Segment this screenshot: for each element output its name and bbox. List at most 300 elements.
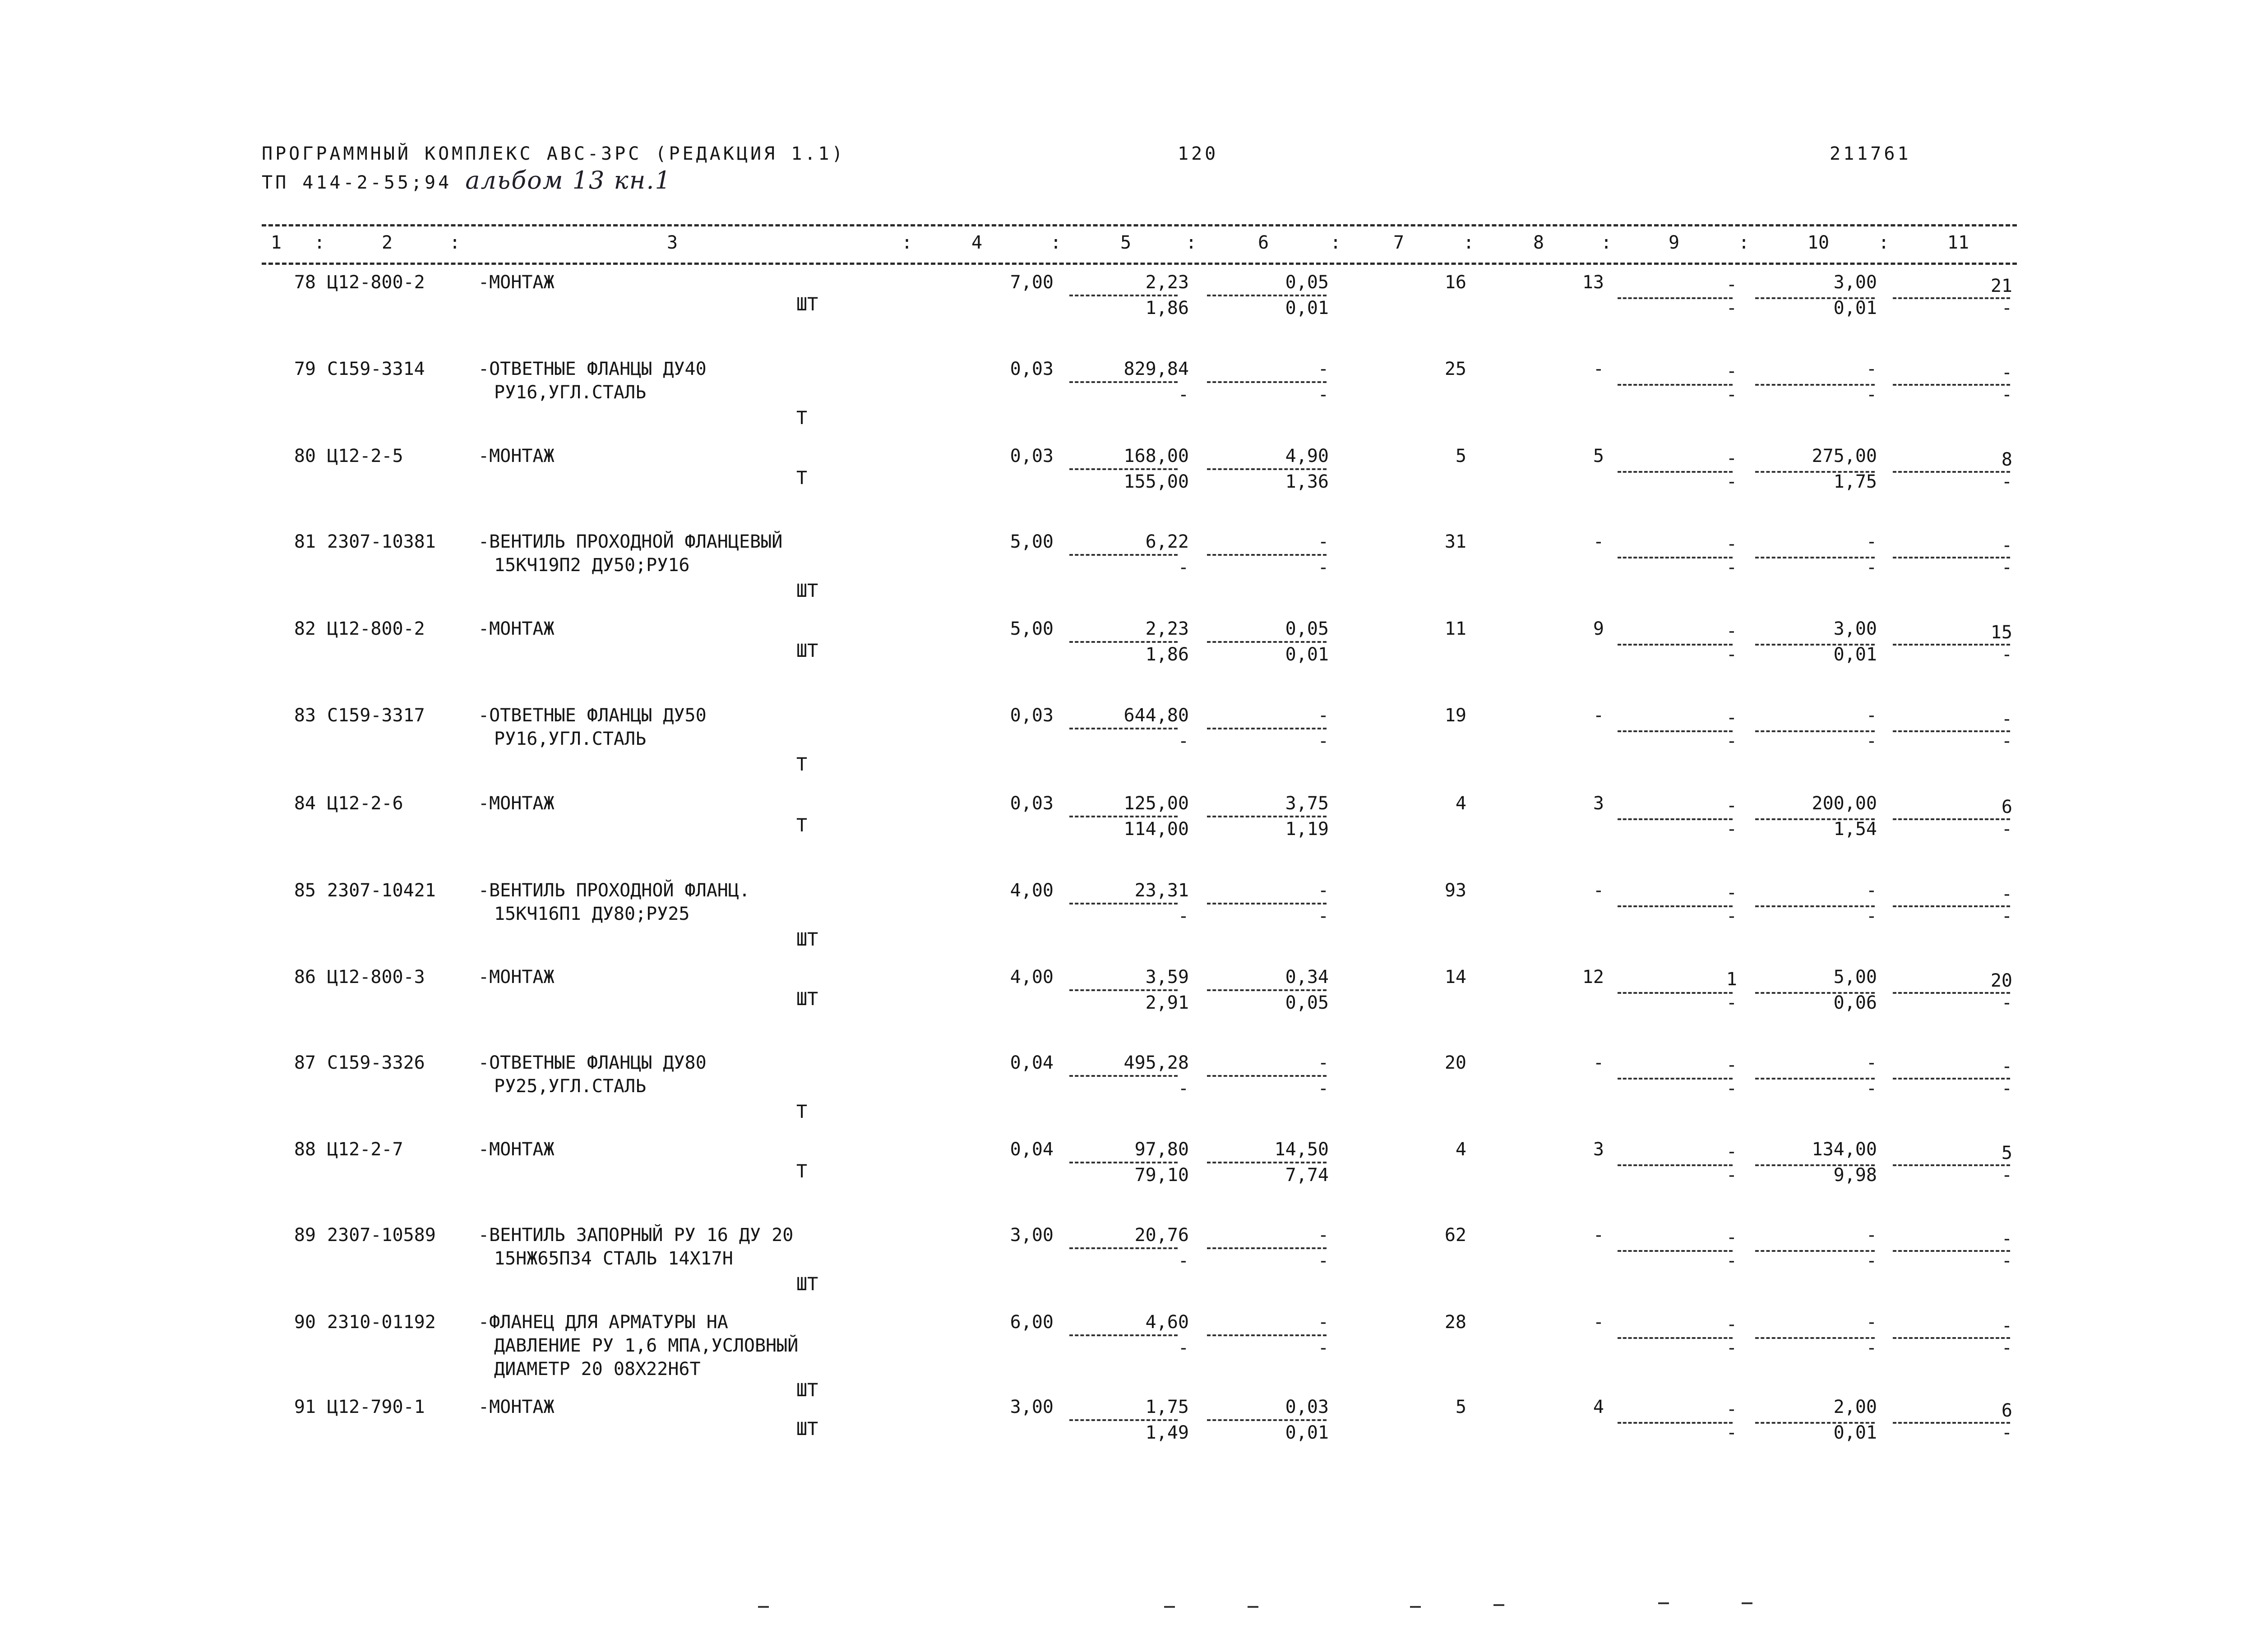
column-11-sub-value: - [2001, 1165, 2012, 1186]
column-8-value: - [1593, 359, 1604, 379]
fraction-line [1069, 554, 1178, 556]
fraction-line [1618, 992, 1733, 994]
column-11-sub-value: - [2001, 1078, 2012, 1099]
unit-cost-wage-value: 1,86 [1145, 644, 1189, 665]
description-line: -МОНТАЖ [478, 618, 555, 639]
unit-cost-wage-value: - [1178, 557, 1189, 578]
document-number: 211761 [1830, 143, 1911, 164]
fraction-line [1069, 1247, 1178, 1249]
machine-wage-value: 1,19 [1285, 819, 1329, 840]
machine-wage-value: - [1318, 1251, 1329, 1272]
top-rule [262, 224, 2017, 226]
unit-cost-value: 20,76 [1134, 1225, 1189, 1246]
fraction-line [1069, 1162, 1178, 1163]
description-line: -ФЛАНЕЦ ДЛЯ АРМАТУРЫ НА [478, 1312, 728, 1333]
quantity-value: 6,00 [1010, 1312, 1054, 1333]
description-line: -МОНТАЖ [478, 793, 555, 814]
unit-of-measure: Т [796, 468, 808, 489]
program-title: ПРОГРАММНЫЙ КОМПЛЕКС АВС-3РС (РЕДАКЦИЯ 1.1) [262, 143, 846, 164]
row-number: 85 [294, 880, 316, 901]
column-7-value: 19 [1444, 705, 1466, 726]
column-11-value: 20 [1990, 970, 2012, 991]
description-line: -ВЕНТИЛЬ ПРОХОДНОЙ ФЛАНЦ. [478, 880, 750, 901]
column-9-sub-value: - [1726, 1422, 1737, 1444]
quantity-value: 0,03 [1010, 446, 1054, 466]
fraction-line [1893, 818, 2010, 820]
column-9-sub-value: - [1726, 1078, 1737, 1099]
unit-of-measure: ШТ [796, 1380, 818, 1401]
description-line: -ОТВЕТНЫЕ ФЛАНЦЫ ДУ50 [478, 705, 707, 726]
fraction-line [1618, 557, 1733, 558]
column-separator: : [1738, 232, 1750, 253]
fraction-line [1069, 381, 1178, 383]
description-line: -МОНТАЖ [478, 446, 555, 466]
machine-wage-value: - [1318, 1338, 1329, 1359]
unit-cost-value: 495,28 [1123, 1052, 1189, 1073]
unit-cost-value: 3,59 [1145, 967, 1189, 988]
machine-wage-value: - [1318, 731, 1329, 752]
fraction-line [1893, 1337, 2010, 1339]
fraction-line [1755, 1250, 1875, 1252]
column-11-value: - [2001, 535, 2012, 556]
machine-wage-value: 7,74 [1285, 1165, 1329, 1186]
unit-of-measure: Т [796, 1161, 808, 1182]
fraction-line [1207, 554, 1327, 556]
column-10-sub-value: 1,54 [1833, 819, 1877, 840]
column-11-sub-value: - [2001, 992, 2012, 1014]
fraction-line [1069, 1419, 1178, 1421]
column-10-sub-value: 1,75 [1833, 471, 1877, 493]
rate-code: Ц12-800-2 [327, 618, 425, 639]
rate-code: Ц12-2-7 [327, 1139, 403, 1160]
unit-cost-value: 23,31 [1134, 880, 1189, 901]
unit-cost-value: 125,00 [1123, 793, 1189, 814]
column-10-value: - [1866, 1052, 1877, 1073]
unit-cost-wage-value: 79,10 [1134, 1165, 1189, 1186]
machine-cost-value: 0,05 [1285, 618, 1329, 639]
scan-mark [758, 1606, 769, 1608]
unit-cost-wage-value: - [1178, 1078, 1189, 1099]
column-10-sub-value: 9,98 [1833, 1165, 1877, 1186]
machine-cost-value: - [1318, 1225, 1329, 1246]
machine-cost-value: 4,90 [1285, 446, 1329, 466]
unit-of-measure: Т [796, 754, 808, 775]
unit-cost-wage-value: - [1178, 1251, 1189, 1272]
fraction-line [1207, 1162, 1327, 1163]
fraction-line [1207, 728, 1327, 729]
fraction-line [1893, 1078, 2010, 1080]
column-10-sub-value: - [1866, 1338, 1877, 1359]
column-9-value: - [1726, 707, 1737, 729]
column-separator: : [1878, 232, 1890, 253]
rate-code: 2307-10421 [327, 880, 436, 901]
column-separator: : [449, 232, 461, 253]
column-10-value: - [1866, 1312, 1877, 1333]
machine-wage-value: 0,01 [1285, 644, 1329, 665]
machine-cost-value: 3,75 [1285, 793, 1329, 814]
column-10-value: - [1866, 359, 1877, 379]
column-header: 9 [1668, 232, 1680, 253]
fraction-line [1755, 905, 1875, 907]
unit-cost-value: 829,84 [1123, 359, 1189, 379]
fraction-line [1618, 905, 1733, 907]
fraction-line [1755, 1078, 1875, 1080]
unit-cost-value: 1,75 [1145, 1397, 1189, 1417]
column-8-value: 12 [1582, 967, 1604, 988]
column-9-value: - [1726, 795, 1737, 817]
fraction-line [1893, 1250, 2010, 1252]
unit-cost-value: 2,23 [1145, 272, 1189, 293]
column-9-sub-value: - [1726, 557, 1737, 578]
fraction-line [1069, 903, 1178, 904]
description-line: ДИАМЕТР 20 08Х22Н6Т [494, 1359, 701, 1380]
rate-code: 2310-01192 [327, 1312, 436, 1333]
scan-mark [1164, 1606, 1175, 1608]
fraction-line [1207, 468, 1327, 470]
column-10-value: 134,00 [1812, 1139, 1877, 1160]
description-line: ДАВЛЕНИЕ РУ 1,6 МПА,УСЛОВНЫЙ [494, 1335, 799, 1356]
column-header: 7 [1393, 232, 1405, 253]
fraction-line [1755, 1337, 1875, 1339]
rate-code: С159-3314 [327, 359, 425, 379]
column-11-value: - [2001, 1228, 2012, 1249]
fraction-line [1755, 1422, 1875, 1424]
row-number: 91 [294, 1397, 316, 1417]
machine-cost-value: - [1318, 1052, 1329, 1073]
machine-cost-value: - [1318, 531, 1329, 552]
fraction-line [1207, 816, 1327, 817]
rate-code: 2307-10589 [327, 1225, 436, 1246]
column-7-value: 5 [1455, 446, 1466, 466]
description-line: -ОТВЕТНЫЕ ФЛАНЦЫ ДУ80 [478, 1052, 707, 1073]
scan-mark [1248, 1606, 1258, 1608]
description-line: 15КЧ16П1 ДУ80;РУ25 [494, 904, 690, 924]
column-11-sub-value: - [2001, 1338, 2012, 1359]
fraction-line [1069, 989, 1178, 991]
quantity-value: 0,04 [1010, 1052, 1054, 1073]
column-7-value: 4 [1455, 1139, 1466, 1160]
column-11-value: 8 [2001, 449, 2012, 470]
column-10-sub-value: - [1866, 1078, 1877, 1099]
column-header: 1 [270, 232, 282, 253]
fraction-line [1207, 903, 1327, 904]
column-10-value: 275,00 [1812, 446, 1877, 466]
column-9-sub-value: - [1726, 384, 1737, 406]
unit-cost-value: 4,60 [1145, 1312, 1189, 1333]
column-11-value: - [2001, 883, 2012, 904]
description-line: 15НЖ65П34 СТАЛЬ 14Х17Н [494, 1248, 733, 1269]
column-10-sub-value: - [1866, 557, 1877, 578]
column-10-sub-value: 0,06 [1833, 992, 1877, 1014]
scan-mark [1410, 1606, 1421, 1608]
description-line: РУ16,УГЛ.СТАЛЬ [494, 382, 647, 403]
column-7-value: 93 [1444, 880, 1466, 901]
quantity-value: 3,00 [1010, 1225, 1054, 1246]
column-header-row [0, 232, 2256, 259]
machine-wage-value: - [1318, 906, 1329, 927]
fraction-line [1893, 644, 2010, 646]
machine-wage-value: - [1318, 1078, 1329, 1099]
fraction-line [1618, 1078, 1733, 1080]
column-10-value: 200,00 [1812, 793, 1877, 814]
column-separator: : [1050, 232, 1062, 253]
description-line: -МОНТАЖ [478, 272, 555, 293]
fraction-line [1755, 297, 1875, 299]
column-10-value: - [1866, 880, 1877, 901]
unit-cost-value: 644,80 [1123, 705, 1189, 726]
column-8-value: 9 [1593, 618, 1604, 639]
description-line: РУ25,УГЛ.СТАЛЬ [494, 1076, 647, 1097]
column-11-value: - [2001, 1315, 2012, 1336]
unit-cost-value: 168,00 [1123, 446, 1189, 466]
column-8-value: - [1593, 1225, 1604, 1246]
column-separator: : [901, 232, 913, 253]
column-10-sub-value: - [1866, 731, 1877, 752]
description-line: -МОНТАЖ [478, 1397, 555, 1417]
rate-code: Ц12-790-1 [327, 1397, 425, 1417]
column-9-sub-value: - [1726, 644, 1737, 665]
column-10-value: - [1866, 531, 1877, 552]
column-8-value: 4 [1593, 1397, 1604, 1417]
rate-code: 2307-10381 [327, 531, 436, 552]
machine-cost-value: - [1318, 359, 1329, 379]
scan-mark [1658, 1602, 1669, 1604]
unit-of-measure: Т [796, 408, 808, 429]
row-number: 84 [294, 793, 316, 814]
column-header: 10 [1807, 232, 1830, 253]
unit-cost-wage-value: - [1178, 731, 1189, 752]
column-9-sub-value: - [1726, 298, 1737, 319]
unit-cost-wage-value: 155,00 [1123, 471, 1189, 493]
unit-cost-wage-value: 2,91 [1145, 992, 1189, 1014]
unit-of-measure: ШТ [796, 989, 818, 1010]
fraction-line [1893, 1164, 2010, 1166]
column-11-sub-value: - [2001, 384, 2012, 406]
fraction-line [1618, 1422, 1733, 1424]
column-header: 11 [1947, 232, 1969, 253]
fraction-line [1618, 1164, 1733, 1166]
unit-cost-value: 97,80 [1134, 1139, 1189, 1160]
unit-of-measure: ШТ [796, 1274, 818, 1295]
fraction-line [1069, 1334, 1178, 1336]
machine-wage-value: 0,05 [1285, 992, 1329, 1014]
description-line: -ВЕНТИЛЬ ПРОХОДНОЙ ФЛАНЦЕВЫЙ [478, 531, 783, 552]
unit-cost-wage-value: - [1178, 906, 1189, 927]
column-9-value: - [1726, 882, 1737, 904]
quantity-value: 4,00 [1010, 967, 1054, 988]
unit-cost-value: 2,23 [1145, 618, 1189, 639]
fraction-line [1069, 468, 1178, 470]
column-9-sub-value: - [1726, 992, 1737, 1014]
column-11-sub-value: - [2001, 298, 2012, 319]
fraction-line [1618, 471, 1733, 473]
row-number: 87 [294, 1052, 316, 1073]
quantity-value: 7,00 [1010, 272, 1054, 293]
handwritten-note: альбом 13 кн.1 [465, 166, 671, 194]
fraction-line [1207, 1334, 1327, 1336]
fraction-line [1618, 384, 1733, 386]
column-9-value: 1 [1726, 969, 1737, 990]
column-11-sub-value: - [2001, 471, 2012, 493]
column-9-sub-value: - [1726, 731, 1737, 752]
column-11-sub-value: - [2001, 1422, 2012, 1444]
column-header: 5 [1120, 232, 1132, 253]
row-number: 79 [294, 359, 316, 379]
unit-cost-wage-value: 114,00 [1123, 819, 1189, 840]
fraction-line [1207, 1075, 1327, 1077]
column-8-value: 5 [1593, 446, 1604, 466]
machine-cost-value: 0,05 [1285, 272, 1329, 293]
machine-cost-value: 0,34 [1285, 967, 1329, 988]
unit-of-measure: Т [796, 815, 808, 836]
column-11-sub-value: - [2001, 644, 2012, 665]
fraction-line [1069, 295, 1178, 296]
machine-cost-value: - [1318, 880, 1329, 901]
column-9-value: - [1726, 274, 1737, 295]
column-header: 4 [971, 232, 983, 253]
column-7-value: 31 [1444, 531, 1466, 552]
column-header: 3 [666, 232, 678, 253]
column-8-value: - [1593, 1312, 1604, 1333]
machine-wage-value: - [1318, 557, 1329, 578]
column-11-sub-value: - [2001, 557, 2012, 578]
scan-mark [1493, 1604, 1504, 1606]
column-9-sub-value: - [1726, 1165, 1737, 1186]
column-9-value: - [1726, 534, 1737, 555]
fraction-line [1618, 644, 1733, 646]
description-line: -ВЕНТИЛЬ ЗАПОРНЫЙ РУ 16 ДУ 20 [478, 1225, 794, 1246]
unit-of-measure: ШТ [796, 929, 818, 951]
column-11-value: 6 [2001, 796, 2012, 817]
fraction-line [1618, 297, 1733, 299]
column-9-value: - [1726, 1227, 1737, 1248]
row-number: 83 [294, 705, 316, 726]
quantity-value: 0,04 [1010, 1139, 1054, 1160]
machine-cost-value: - [1318, 705, 1329, 726]
column-8-value: - [1593, 1052, 1604, 1073]
fraction-line [1755, 992, 1875, 994]
fraction-line [1069, 641, 1178, 643]
column-separator: : [1600, 232, 1612, 253]
rate-code: С159-3317 [327, 705, 425, 726]
column-10-sub-value: - [1866, 1251, 1877, 1272]
column-10-value: - [1866, 1225, 1877, 1246]
fraction-line [1207, 989, 1327, 991]
fraction-line [1893, 992, 2010, 994]
fraction-line [1893, 384, 2010, 386]
column-10-value: 3,00 [1833, 618, 1877, 639]
fraction-line [1069, 1075, 1178, 1077]
column-11-value: 6 [2001, 1400, 2012, 1421]
rate-code: Ц12-800-3 [327, 967, 425, 988]
description-line: -ОТВЕТНЫЕ ФЛАНЦЫ ДУ40 [478, 359, 707, 379]
row-number: 88 [294, 1139, 316, 1160]
row-number: 81 [294, 531, 316, 552]
unit-of-measure: ШТ [796, 294, 818, 315]
description-line: -МОНТАЖ [478, 967, 555, 988]
unit-of-measure: ШТ [796, 641, 818, 662]
column-8-value: - [1593, 880, 1604, 901]
column-9-sub-value: - [1726, 1251, 1737, 1272]
machine-wage-value: - [1318, 384, 1329, 406]
fraction-line [1069, 728, 1178, 729]
description-line: 15КЧ19П2 ДУ50;РУ16 [494, 555, 690, 576]
column-8-value: 13 [1582, 272, 1604, 293]
column-11-sub-value: - [2001, 819, 2012, 840]
column-8-value: - [1593, 705, 1604, 726]
column-9-value: - [1726, 1399, 1737, 1420]
column-7-value: 62 [1444, 1225, 1466, 1246]
machine-cost-value: 14,50 [1274, 1139, 1329, 1160]
column-9-value: - [1726, 361, 1737, 382]
row-number: 90 [294, 1312, 316, 1333]
fraction-line [1618, 730, 1733, 732]
column-9-sub-value: - [1726, 819, 1737, 840]
column-10-sub-value: 0,01 [1833, 298, 1877, 319]
fraction-line [1893, 297, 2010, 299]
column-9-value: - [1726, 1314, 1737, 1335]
fraction-line [1755, 730, 1875, 732]
column-9-sub-value: - [1726, 471, 1737, 493]
column-separator: : [1330, 232, 1341, 253]
column-separator: : [314, 232, 325, 253]
fraction-line [1618, 1337, 1733, 1339]
machine-wage-value: 0,01 [1285, 298, 1329, 319]
column-8-value: 3 [1593, 793, 1604, 814]
column-10-value: 2,00 [1833, 1397, 1877, 1417]
column-9-value: - [1726, 621, 1737, 642]
column-10-sub-value: - [1866, 384, 1877, 406]
quantity-value: 0,03 [1010, 359, 1054, 379]
fraction-line [1207, 641, 1327, 643]
rate-code: С159-3326 [327, 1052, 425, 1073]
rate-code: Ц12-800-2 [327, 272, 425, 293]
fraction-line [1755, 1164, 1875, 1166]
description-line: РУ16,УГЛ.СТАЛЬ [494, 729, 647, 749]
column-11-value: - [2001, 362, 2012, 383]
column-8-value: 3 [1593, 1139, 1604, 1160]
unit-cost-wage-value: - [1178, 384, 1189, 406]
column-header: 2 [381, 232, 393, 253]
page-number: 120 [1178, 143, 1219, 164]
fraction-line [1618, 1250, 1733, 1252]
column-11-value: 21 [1990, 275, 2012, 296]
scan-mark [1742, 1602, 1752, 1604]
column-7-value: 14 [1444, 967, 1466, 988]
quantity-value: 0,03 [1010, 705, 1054, 726]
machine-wage-value: 0,01 [1285, 1422, 1329, 1444]
fraction-line [1207, 295, 1327, 296]
column-11-sub-value: - [2001, 906, 2012, 927]
column-9-value: - [1726, 1141, 1737, 1163]
column-10-sub-value: 0,01 [1833, 1422, 1877, 1444]
fraction-line [1893, 905, 2010, 907]
rate-code: Ц12-2-6 [327, 793, 403, 814]
column-9-sub-value: - [1726, 906, 1737, 927]
fraction-line [1618, 818, 1733, 820]
fraction-line [1755, 471, 1875, 473]
fraction-line [1893, 1422, 2010, 1424]
fraction-line [1893, 557, 2010, 558]
column-11-value: - [2001, 1056, 2012, 1077]
fraction-line [1207, 1419, 1327, 1421]
project-reference [262, 166, 671, 194]
unit-cost-value: 6,22 [1145, 531, 1189, 552]
column-separator: : [1185, 232, 1197, 253]
fraction-line [1893, 730, 2010, 732]
unit-cost-wage-value: 1,49 [1145, 1422, 1189, 1444]
column-7-value: 16 [1444, 272, 1466, 293]
